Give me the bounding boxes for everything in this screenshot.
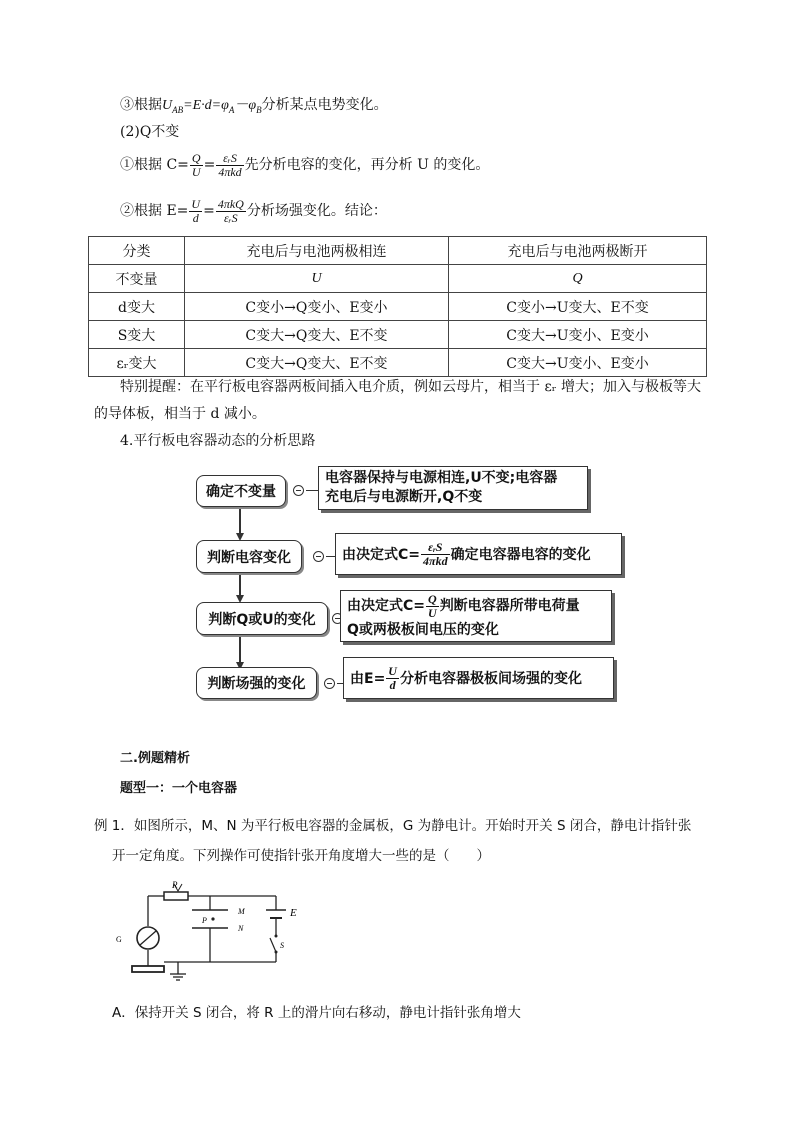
- connector-knob-icon: [293, 485, 304, 496]
- switch-contact: [275, 951, 278, 954]
- table-cell: εᵣ变大: [89, 349, 185, 377]
- section-2-title: 二.例题精析: [120, 751, 190, 766]
- connector-knob-icon: [313, 551, 324, 562]
- table-row: [89, 237, 707, 265]
- flow-connector: [239, 505, 241, 535]
- table-row: [89, 349, 707, 377]
- table-cell: S变大: [89, 321, 185, 349]
- flow-desc-invariant: 电容器保持与电源相连,U不变;电容器 充电后与电源断开,Q不变: [318, 466, 588, 510]
- table-cell: 充电后与电池两极断开: [449, 237, 707, 265]
- rheostat: [164, 892, 188, 900]
- section-4-title: 4.平行板电容器动态的分析思路: [120, 433, 316, 449]
- table-cell: C变大→Q变大、E不变: [185, 349, 449, 377]
- flow-desc-q-or-u: 由决定式C= $\frac{Q}{U}$ 判断电容器所带电荷量 Q或两极板间电压的变化: [340, 590, 612, 642]
- switch-lever: [270, 938, 276, 952]
- switch-contact: [275, 935, 278, 938]
- flow-step-judge-capacitance: 判断电容变化: [196, 540, 302, 573]
- label-m: M: [238, 907, 245, 916]
- table-cell: U: [185, 265, 449, 293]
- label-e: E: [290, 907, 297, 919]
- flow-connector: [239, 571, 241, 597]
- q-constant-heading: (2)Q不变: [120, 124, 180, 140]
- connector-knob-icon: [324, 678, 335, 689]
- formula-line-3: ③根据$U_{AB}=E\cdot d=\varphi_A-\varphi_B$分析某点电势变化。: [120, 97, 388, 115]
- tip-line-2: 的导体板，相当于 d 减小。: [94, 406, 266, 422]
- flow-link: [326, 556, 335, 557]
- table-row: [89, 265, 707, 293]
- type-1-title: 题型一：一个电容器: [120, 781, 238, 796]
- table-cell: C变大→U变小、E变小: [449, 349, 707, 377]
- table-cell: Q: [449, 265, 707, 293]
- example-1-line-2: 开一定角度。下列操作可使指针张开角度增大一些的是（ ）: [112, 848, 490, 864]
- table-cell: 不变量: [89, 265, 185, 293]
- table-cell: 分类: [89, 237, 185, 265]
- table-cell: C变大→Q变大、E不变: [185, 321, 449, 349]
- flow-connector: [239, 633, 241, 664]
- table-row: [89, 321, 707, 349]
- table-cell: 充电后与电池两极相连: [185, 237, 449, 265]
- flow-link: [306, 490, 318, 491]
- label-s: S: [280, 941, 284, 950]
- label-p: P: [202, 916, 207, 925]
- formula-field: ②根据 E= $\frac{U}{d}$ = $\frac{\text{4πkQ}}{\text{εᵣS}}$ 分析场强变化。结论：: [120, 196, 387, 225]
- label-n: N: [238, 924, 244, 933]
- flow-step-judge-q-or-u: 判断Q或U的变化: [196, 602, 328, 635]
- comparison-table: [88, 236, 707, 377]
- flow-step-judge-field: 判断场强的变化: [196, 667, 317, 699]
- table-cell: C变小→U变大、E不变: [449, 293, 707, 321]
- flow-desc-field: 由E= $\frac{U}{d}$ 分析电容器极板间场强的变化: [343, 657, 614, 699]
- formula-capacitance: ①根据 C= $\frac{Q}{U}$ = $\frac{\text{εᵣS}}{\text{4πkd}}$ 先分析电容的变化，再分析 U 的变化。: [120, 150, 490, 179]
- table-row: [89, 293, 707, 321]
- flow-desc-capacitance: 由决定式C= $\frac{\text{εᵣS}}{\text{4πkd}}$ 确定电容器电容的变化: [335, 533, 622, 575]
- table-cell: d变大: [89, 293, 185, 321]
- electroscope-base: [132, 966, 164, 972]
- example-1-line-1: 例 1．如图所示，M、N 为平行板电容器的金属板，G 为静电计。开始时开关 S 闭合，静电计指针张: [94, 818, 692, 834]
- circuit-diagram: [112, 878, 312, 988]
- tip-line-1: 特别提醒：在平行板电容器两板间插入电介质，例如云母片，相当于 εᵣ 增大；加入与极板等大: [120, 379, 702, 395]
- label-r: R: [172, 880, 178, 890]
- label-g: G: [116, 935, 122, 944]
- option-a: A．保持开关 S 闭合，将 R 上的滑片向右移动，静电计指针张角增大: [112, 1005, 521, 1021]
- point-p: [211, 917, 214, 920]
- flow-step-determine-invariant: 确定不变量: [196, 475, 286, 507]
- table-cell: C变大→U变小、E变小: [449, 321, 707, 349]
- table-cell: C变小→Q变小、E变小: [185, 293, 449, 321]
